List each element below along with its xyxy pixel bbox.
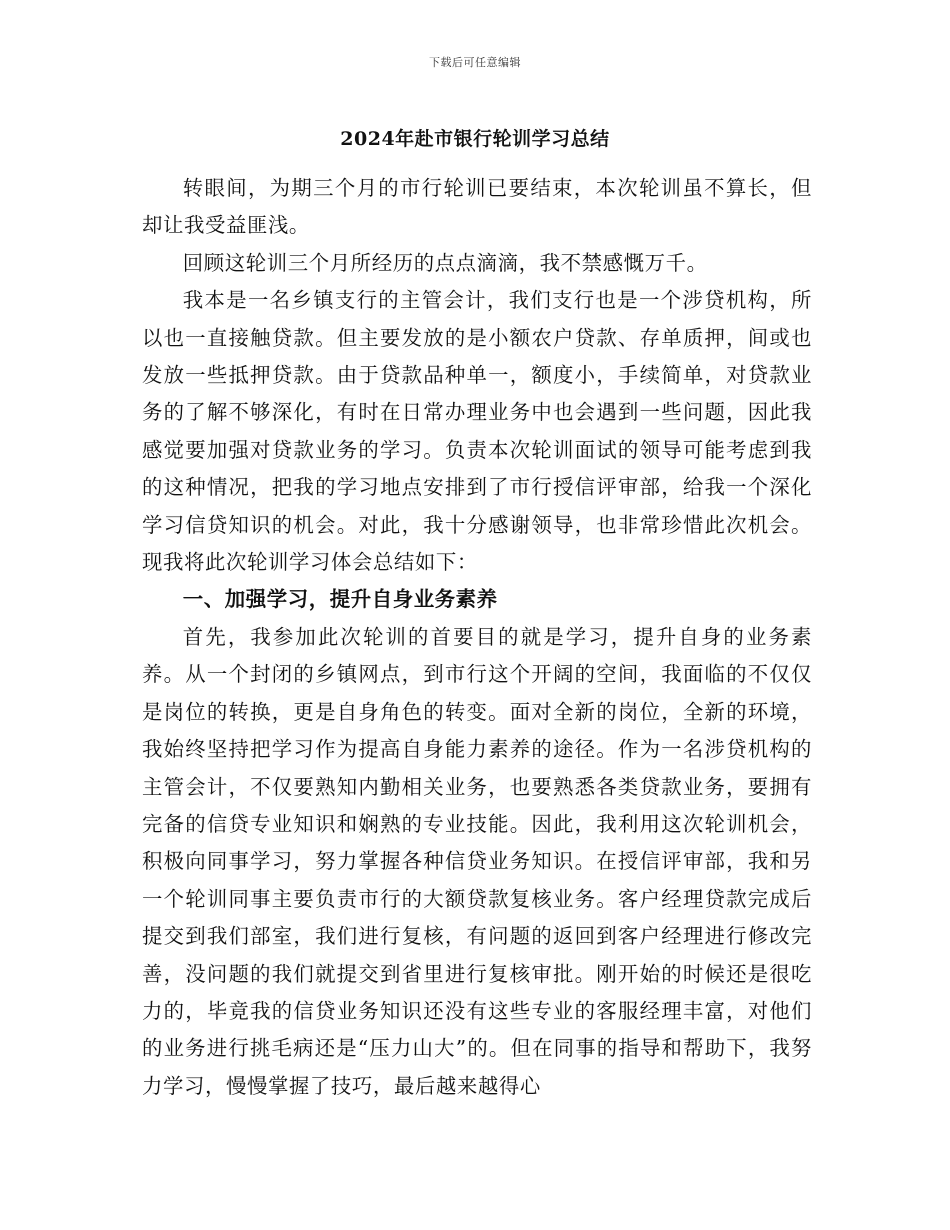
header-note: 下载后可任意编辑	[429, 56, 521, 69]
document-title: 2024年赴市银行轮训学习总结	[340, 128, 610, 150]
document-body	[142, 170, 812, 1105]
section-heading-1: 一、加强学习，提升自身业务素养	[182, 587, 498, 612]
paragraph-background: 我本是一名乡镇支行的主管会计，我们支行也是一个涉贷机构，所以也一直接触贷款。但主要发放的是小额农户贷款、存单质押，间或也发放一些抵押贷款。由于贷款品种单一，额度小，手续简单，对贷款业务的了解不够深化，有时在日常办理业务中也会遇到一些问题，因此我感觉要加强对贷款业务的学习。负责本次轮训面试的领导可能考虑到我的这种情况，把我的学习地点安排到了市行授信评审部，给我一个深化学习信贷知识的机会。对此，我十分感谢领导，也非常珍惜此次机会。现我将此次轮训学习体会总结如下：	[142, 288, 812, 575]
paragraph-review: 回顾这轮训三个月所经历的点点滴滴，我不禁感慨万千。	[182, 250, 708, 275]
paragraph-intro: 转眼间，为期三个月的市行轮训已要结束，本次轮训虽不算长，但却让我受益匪浅。	[142, 176, 812, 238]
paragraph-section-1: 首先，我参加此次轮训的首要目的就是学习，提升自身的业务素养。从一个封闭的乡镇网点，到市行这个开阔的空间，我面临的不仅仅是岗位的转换，更是自身角色的转变。面对全新的岗位，全新的环境，我始终坚持把学习作为提高自身能力素养的途径。作为一名涉贷机构的主管会计，不仅要熟知内勤相关业务，也要熟悉各类贷款业务，要拥有完备的信贷专业知识和娴熟的专业技能。因此，我利用这次轮训机会，积极向同事学习，努力掌握各种信贷业务知识。在授信评审部，我和另一个轮训同事主要负责市行的大额贷款复核业务。客户经理贷款完成后提交到我们部室，我们进行复核，有问题的返回到客户经理进行修改完善，没问题的我们就提交到省里进行复核审批。刚开始的时候还是很吃力的，毕竟我的信贷业务知识还没有这些专业的客服经理丰富，对他们的业务进行挑毛病还是“压力山大”的。但在同事的指导和帮助下，我努力学习，慢慢掌握了技巧，最后越来越得心	[142, 624, 812, 1098]
